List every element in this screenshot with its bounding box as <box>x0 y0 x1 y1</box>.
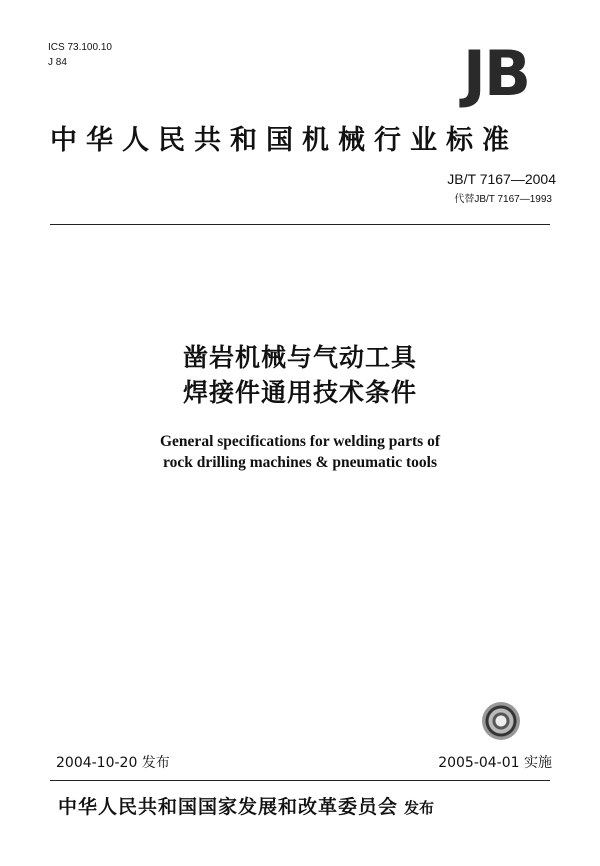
jb-logo-text: JB <box>462 37 530 110</box>
title-cn-line1: 凿岩机械与气动工具 <box>182 343 417 372</box>
title-cn-line2: 焊接件通用技术条件 <box>182 378 417 407</box>
header-divider <box>50 224 550 225</box>
implementation-date: 2005-04-01 实施 <box>438 755 552 771</box>
ics-code: ICS 73.100.10 <box>48 42 112 53</box>
publisher-line <box>58 792 558 819</box>
standard-number: JB/T 7167—2004 <box>447 171 556 187</box>
title-en-line2: rock drilling machines & pneumatic tools <box>163 454 437 471</box>
standard-title: 中华人民共和国机械行业标准 <box>50 125 518 156</box>
title-en-line1: General specifications for welding parts of <box>160 433 440 450</box>
footer-divider <box>50 780 550 781</box>
seal-stamp <box>482 702 520 740</box>
jb-logo <box>436 38 556 110</box>
publish-verb: 发布 <box>404 799 435 817</box>
publisher-name: 中华人民共和国国家发展和改革委员会 <box>58 796 399 818</box>
issue-date: 2004-10-20 发布 <box>56 755 170 771</box>
replaces-standard: 代替JB/T 7167—1993 <box>454 194 552 205</box>
classification-code: J 84 <box>48 57 67 68</box>
